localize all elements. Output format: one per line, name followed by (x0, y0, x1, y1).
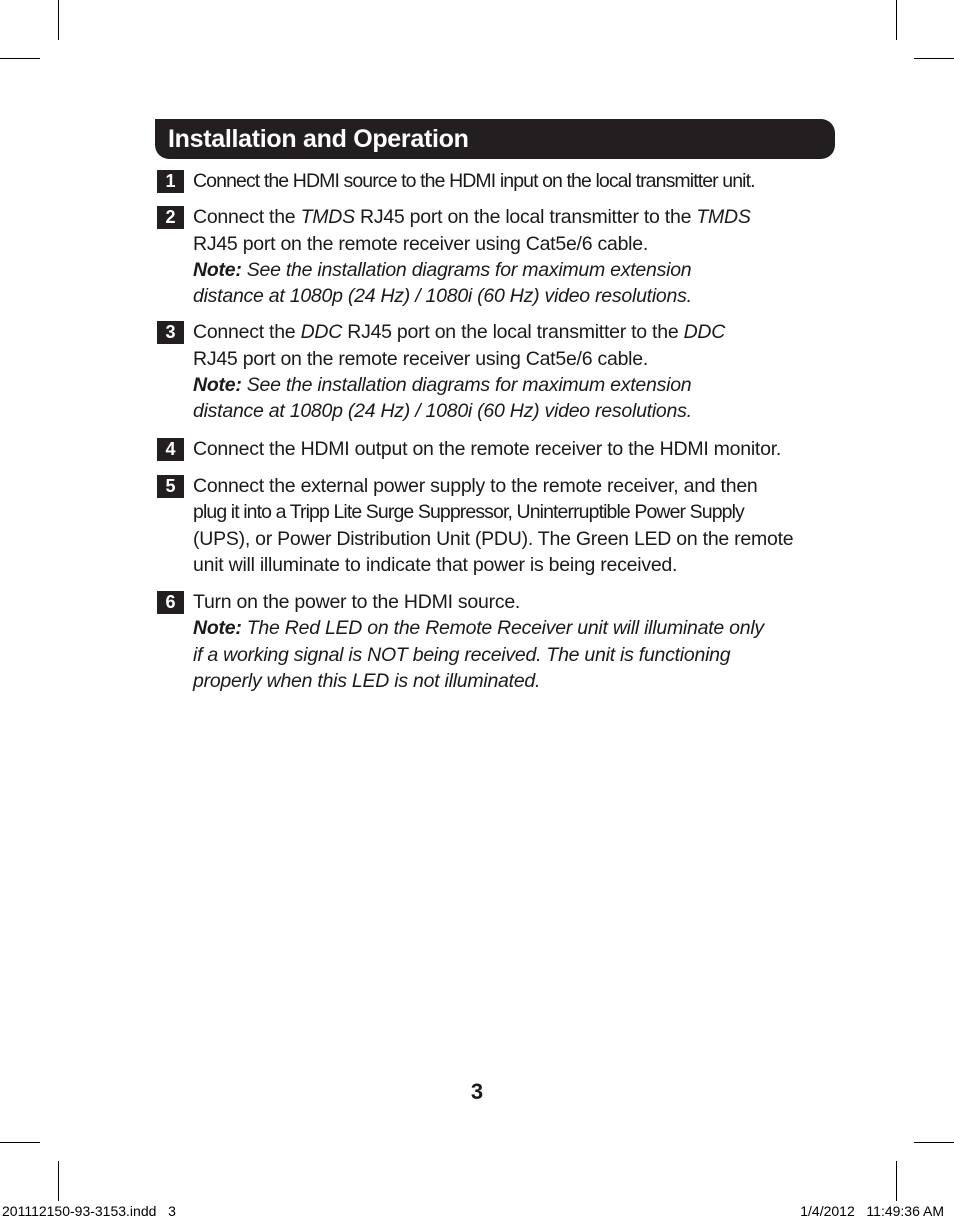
text-run: RJ45 port on the local transmitter to the (342, 321, 684, 344)
section-header (155, 119, 835, 159)
crop-mark (58, 0, 59, 40)
step-number: 3 (157, 321, 184, 344)
page-number: 3 (470, 1079, 484, 1104)
crop-mark (914, 58, 954, 59)
step-body (193, 204, 847, 309)
crop-mark (914, 1142, 954, 1143)
step-text-line: plug it into a Tripp Lite Surge Suppressor, Uninterruptible Power Supply (193, 501, 744, 524)
steps-list (157, 168, 847, 694)
step-4 (157, 436, 847, 462)
step-number: 2 (157, 206, 184, 229)
note-label: Note: (193, 617, 242, 640)
step-text: Turn on the power to the HDMI source. (193, 591, 521, 614)
step-text-line: RJ45 port on the remote receiver using Cat5e/6 cable. (193, 232, 649, 255)
step-body (193, 589, 847, 694)
step-note (193, 372, 847, 398)
step-text-line: RJ45 port on the remote receiver using Cat5e/6 cable. (193, 347, 649, 370)
note-text: See the installation diagrams for maximum extension (241, 374, 692, 397)
step-1 (157, 168, 847, 194)
step-note (193, 257, 847, 283)
crop-mark (58, 1161, 59, 1201)
step-body (193, 168, 847, 194)
crop-mark (896, 1161, 897, 1201)
step-note (193, 615, 847, 641)
note-text: distance at 1080p (24 Hz) / 1080i (60 Hz) video resolutions. (193, 285, 692, 308)
slug-filename: 201112150-93-3153.indd 3 (2, 1203, 176, 1219)
note-text: See the installation diagrams for maximum extension (241, 258, 692, 281)
crop-mark (0, 1142, 40, 1143)
step-body (193, 473, 847, 578)
note-text: The Red LED on the Remote Receiver unit will illuminate only (241, 617, 764, 640)
text-run: RJ45 port on the local transmitter to the (354, 206, 697, 229)
section-title: Installation and Operation (168, 124, 469, 153)
note-label: Note: (193, 374, 242, 397)
crop-mark (0, 58, 40, 59)
text-run-italic: TMDS (300, 206, 355, 229)
step-text-line (193, 319, 847, 345)
text-run-italic: DDC (683, 321, 726, 344)
step-number: 4 (157, 438, 184, 461)
step-5 (157, 473, 847, 578)
step-text-line (193, 204, 847, 230)
step-body (193, 319, 847, 424)
step-text-line: Connect the external power supply to the remote receiver, and then (193, 474, 758, 497)
step-6 (157, 589, 847, 694)
step-text-line: (UPS), or Power Distribution Unit (PDU). The Green LED on the remote (193, 527, 794, 550)
note-text: distance at 1080p (24 Hz) / 1080i (60 Hz) video resolutions. (193, 400, 692, 423)
step-text: Connect the HDMI output on the remote receiver to the HDMI monitor. (193, 437, 782, 460)
text-run: Connect the (193, 321, 301, 344)
crop-mark (896, 0, 897, 40)
text-run: Connect the (193, 206, 301, 229)
step-number: 5 (157, 475, 184, 498)
step-number: 1 (157, 170, 184, 193)
slug-timestamp: 1/4/2012 11:49:36 AM (800, 1203, 944, 1219)
text-run-italic: DDC (300, 321, 343, 344)
note-text: if a working signal is NOT being received. The unit is functioning (193, 643, 731, 666)
step-text-line: unit will illuminate to indicate that power is being received. (193, 553, 678, 576)
note-text: properly when this LED is not illuminated. (193, 670, 541, 693)
step-text: Connect the HDMI source to the HDMI input on the local transmitter unit. (193, 170, 755, 192)
text-run-italic: TMDS (696, 206, 751, 229)
step-body (193, 436, 847, 462)
step-number: 6 (157, 591, 184, 614)
step-2 (157, 204, 847, 309)
note-label: Note: (193, 258, 242, 281)
step-3 (157, 319, 847, 424)
